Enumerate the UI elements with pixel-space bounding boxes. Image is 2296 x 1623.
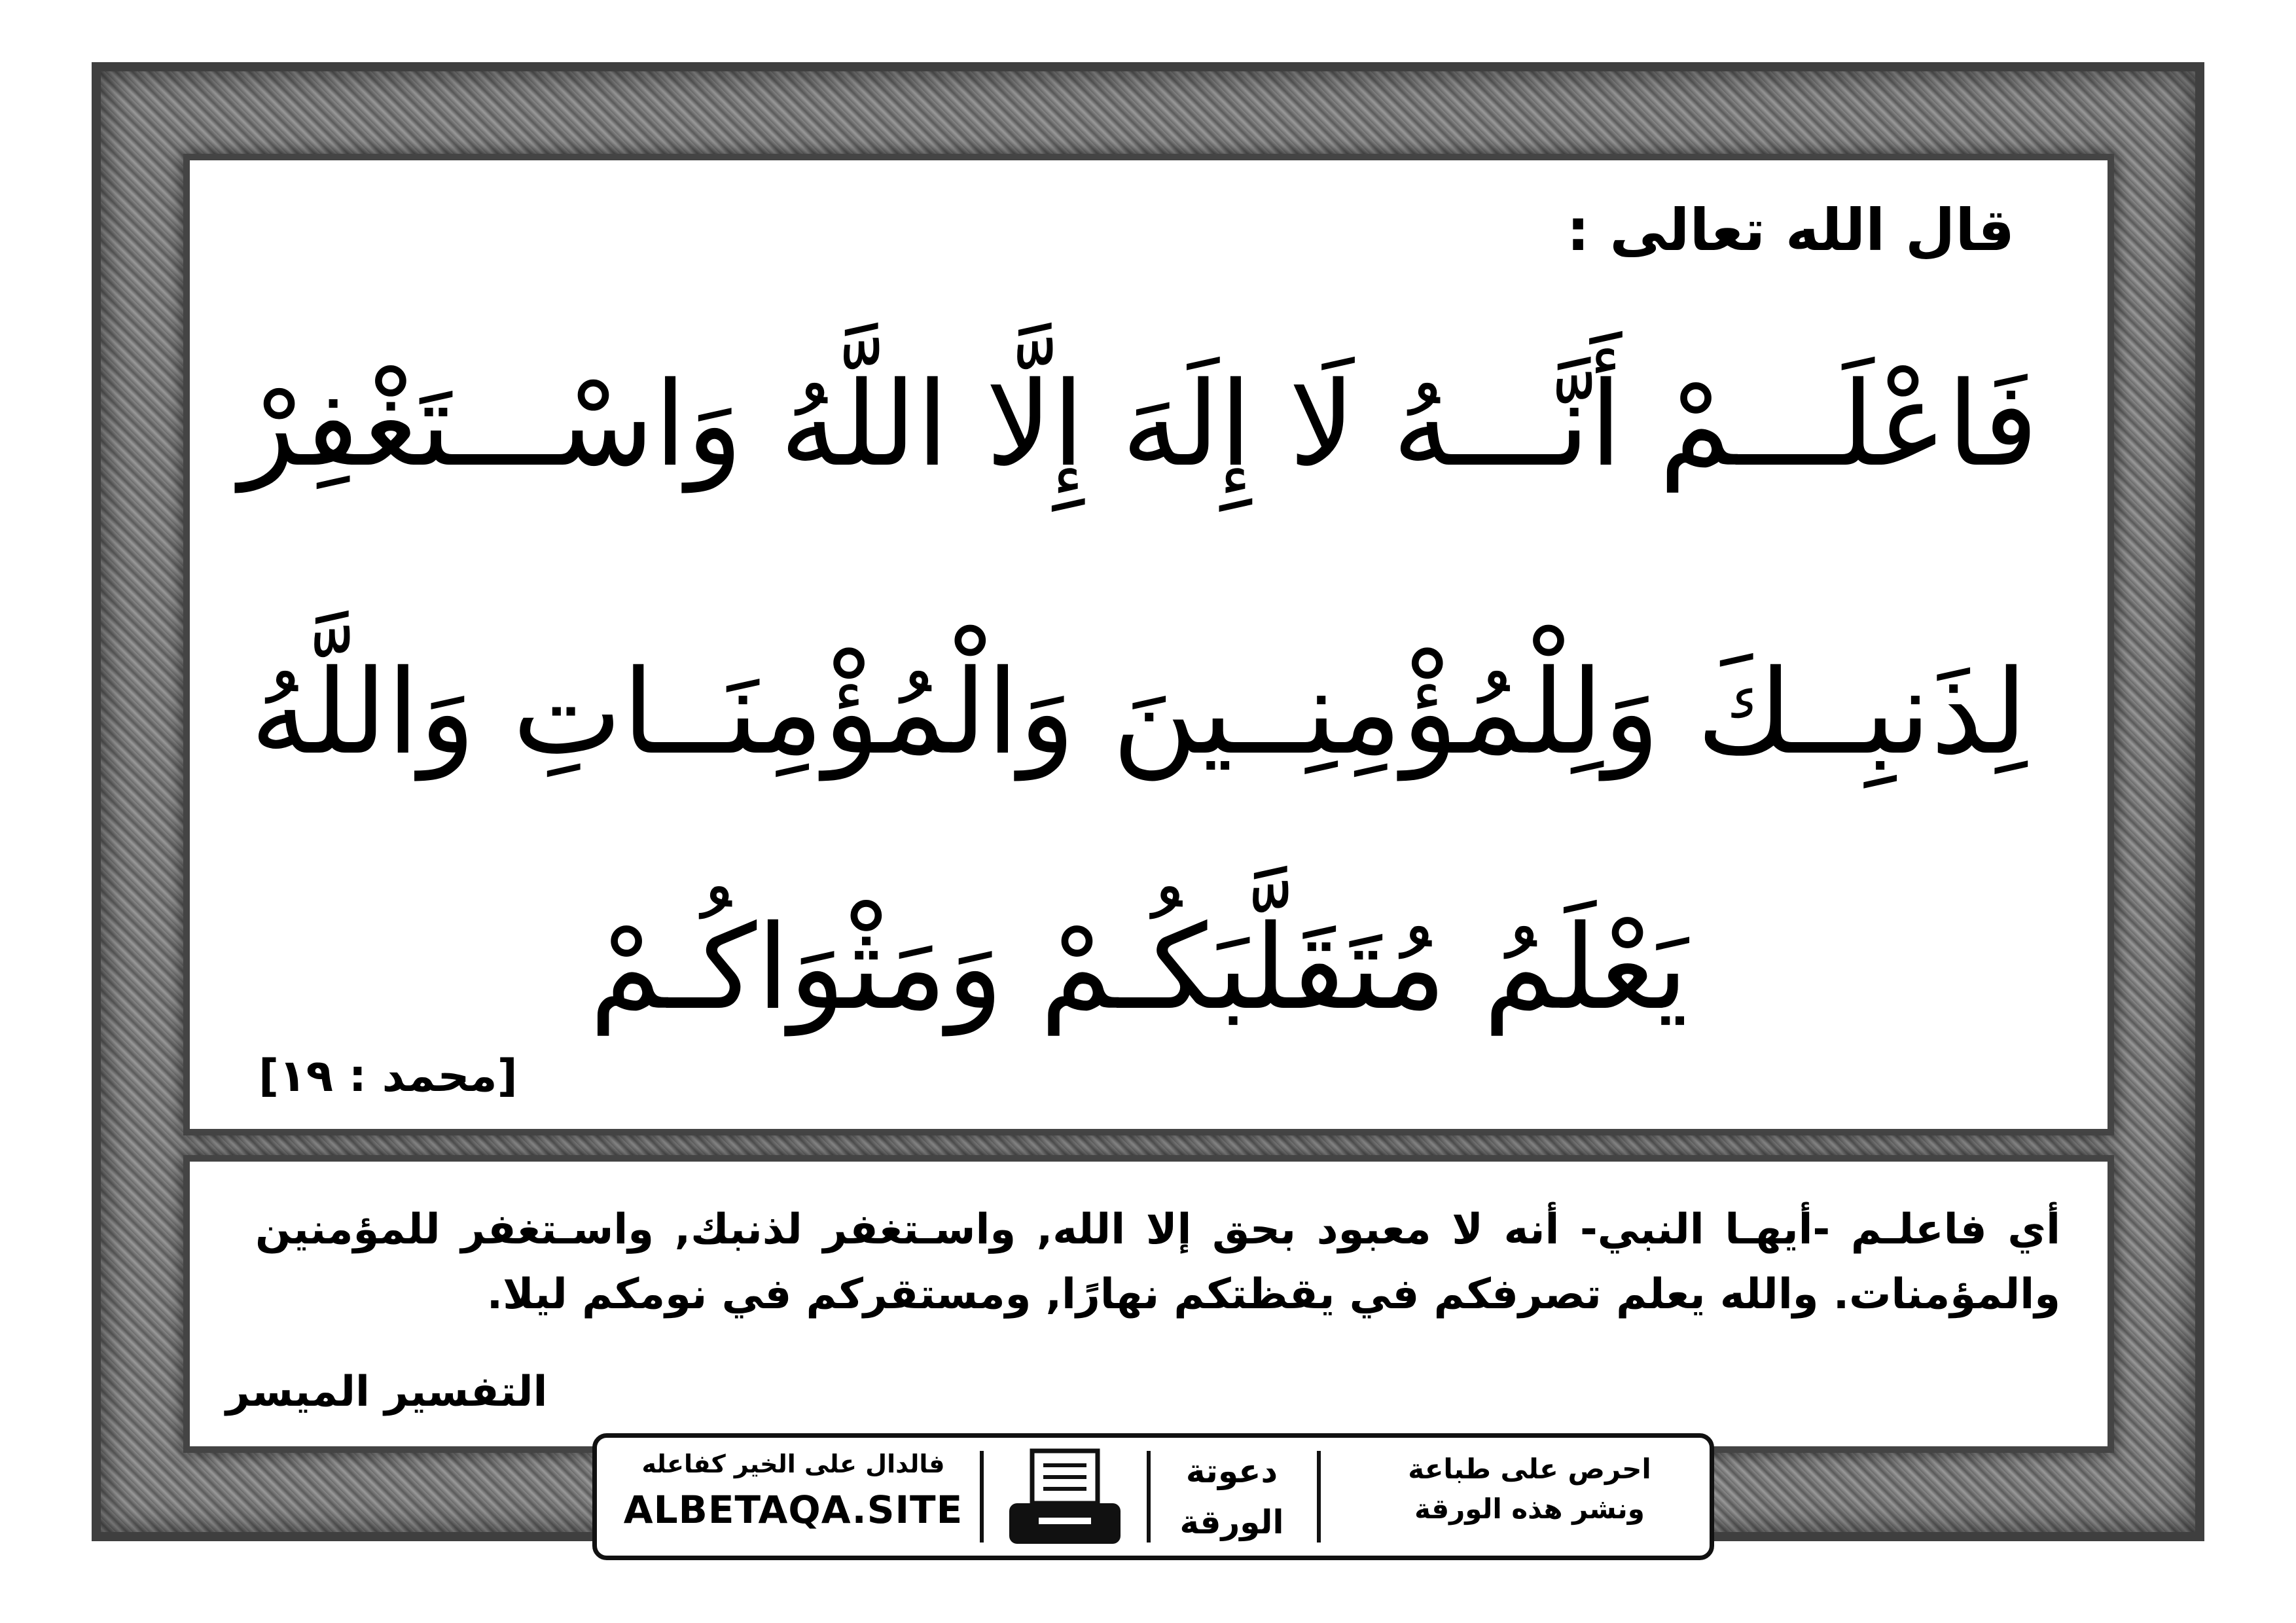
verse-line-1: فَاعْلَـــمْ أَنَّـــهُ لَا إِلَهَ إِلَّا اللَّهُ وَاسْـــتَغْفِرْ xyxy=(239,357,2039,492)
footer-note-2: ونشر هذه الورقة xyxy=(1414,1492,1645,1525)
logo-line-1: دعوتة xyxy=(1185,1452,1278,1490)
footer-left xyxy=(623,1444,963,1532)
site-link[interactable]: ALBETAQA.SITE xyxy=(623,1488,963,1532)
tafsir-text: أي فاعلـم -أيهـا النبي- أنه لا معبود بحق إلا الله, واسـتغفر لذنبك, واسـتغفر للمؤمنين والمؤمنات. والله يعلم تصرفكم في يقظتكم نهارًا, ومستقركم في نومكم ليلا. xyxy=(255,1205,2060,1319)
verse-intro: قال الله تعالى : xyxy=(1566,196,2015,264)
verse-line-2: لِذَنبِــكَ وَلِلْمُؤْمِنِــينَ وَالْمُؤْمِنَــاتِ وَاللَّهُ xyxy=(250,645,2028,780)
verse-reference: [محمد : ١٩] xyxy=(259,1050,518,1102)
tafsir-source: التفسير الميسر xyxy=(226,1368,548,1416)
printer-icon xyxy=(1003,1446,1127,1550)
logo-text xyxy=(1166,1446,1297,1550)
footer-divider xyxy=(980,1451,984,1543)
footer-note-1: احرص على طباعة xyxy=(1408,1453,1651,1485)
calligraphy-logo xyxy=(1166,1446,1297,1550)
verse-line-3: يَعْلَمُ مُتَقَلَّبَكُـمْ وَمَثْوَاكُـمْ xyxy=(589,900,1689,1035)
logo-line-2: الورقة xyxy=(1179,1503,1284,1541)
footer-bar xyxy=(592,1433,1714,1560)
footer-right xyxy=(1376,1450,1683,1529)
footer-slogan: فالدال على الخير كفاعله xyxy=(641,1450,945,1478)
footer-divider xyxy=(1317,1451,1321,1543)
footer-divider xyxy=(1147,1451,1151,1543)
